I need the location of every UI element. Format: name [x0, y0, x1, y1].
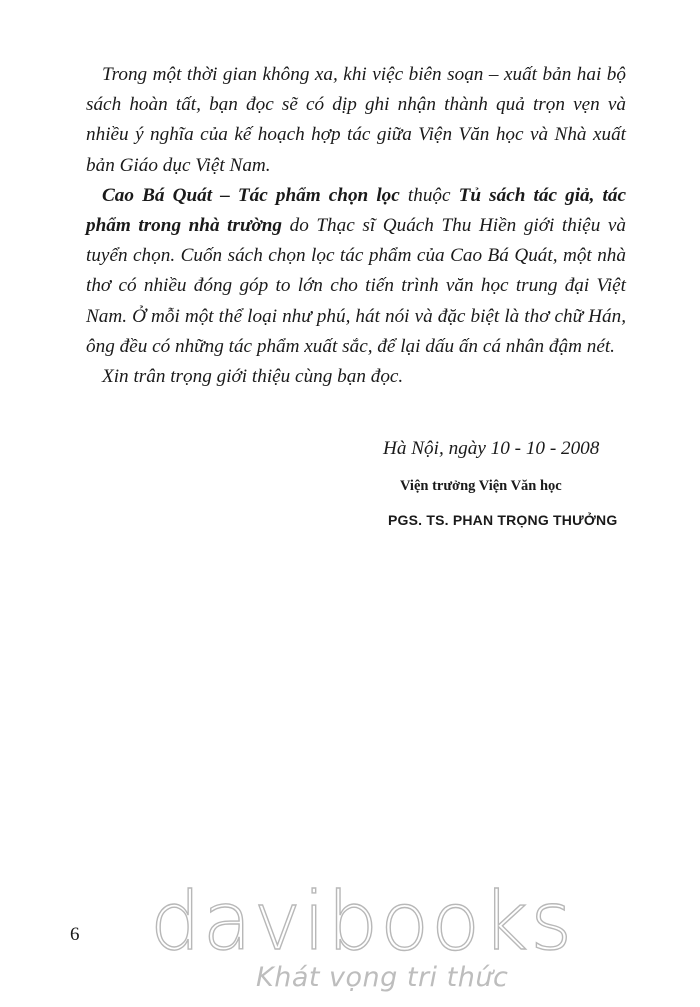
paragraph-1: Trong một thời gian không xa, khi việc biên soạn – xuất bản hai bộ sách hoàn tất, bạn đọc sẽ có dịp ghi nhận thành quả trọn vẹn và nhiều ý nghĩa của kế hoạch hợp tác giữa Viện Văn học và Nhà xuất bản Giáo dục Việt Nam.	[86, 64, 626, 176]
signature-title: Viện trưởng Viện Văn học	[400, 478, 562, 494]
paragraph-3: Xin trân trọng giới thiệu cùng bạn đọc.	[102, 366, 404, 388]
watermark-logo: davibooks	[150, 875, 575, 968]
watermark-tagline: Khát vọng tri thức	[256, 962, 509, 993]
paragraph-2-text-1: thuộc	[399, 184, 459, 206]
signature-name: PGS. TS. PHAN TRỌNG THƯỞNG	[388, 512, 618, 528]
signature-date: Hà Nội, ngày 10 - 10 - 2008	[383, 438, 600, 459]
paragraph-2-text-2: do Thạc sĩ Quách Thu Hiền giới thiệu và tuyển chọn. Cuốn sách chọn lọc tác phẩm của Cao Bá Quát, một nhà thơ có nhiều đóng góp to lớn cho tiến trình văn học trung đại Việt Nam. Ở mỗi một thể loại như phú, hát nói và đặc biệt là thơ chữ Hán, ông đều có những tác phẩm xuất sắc, để lại dấu ấn cá nhân đậm nét.	[86, 215, 626, 357]
book-title: Cao Bá Quát – Tác phẩm chọn lọc	[102, 184, 400, 206]
series-title: Tủ sách tác giả, tác phẩm trong nhà trường	[86, 184, 626, 237]
body-text	[86, 60, 626, 392]
paragraph-2	[86, 181, 626, 362]
page-number: 6	[70, 924, 80, 945]
